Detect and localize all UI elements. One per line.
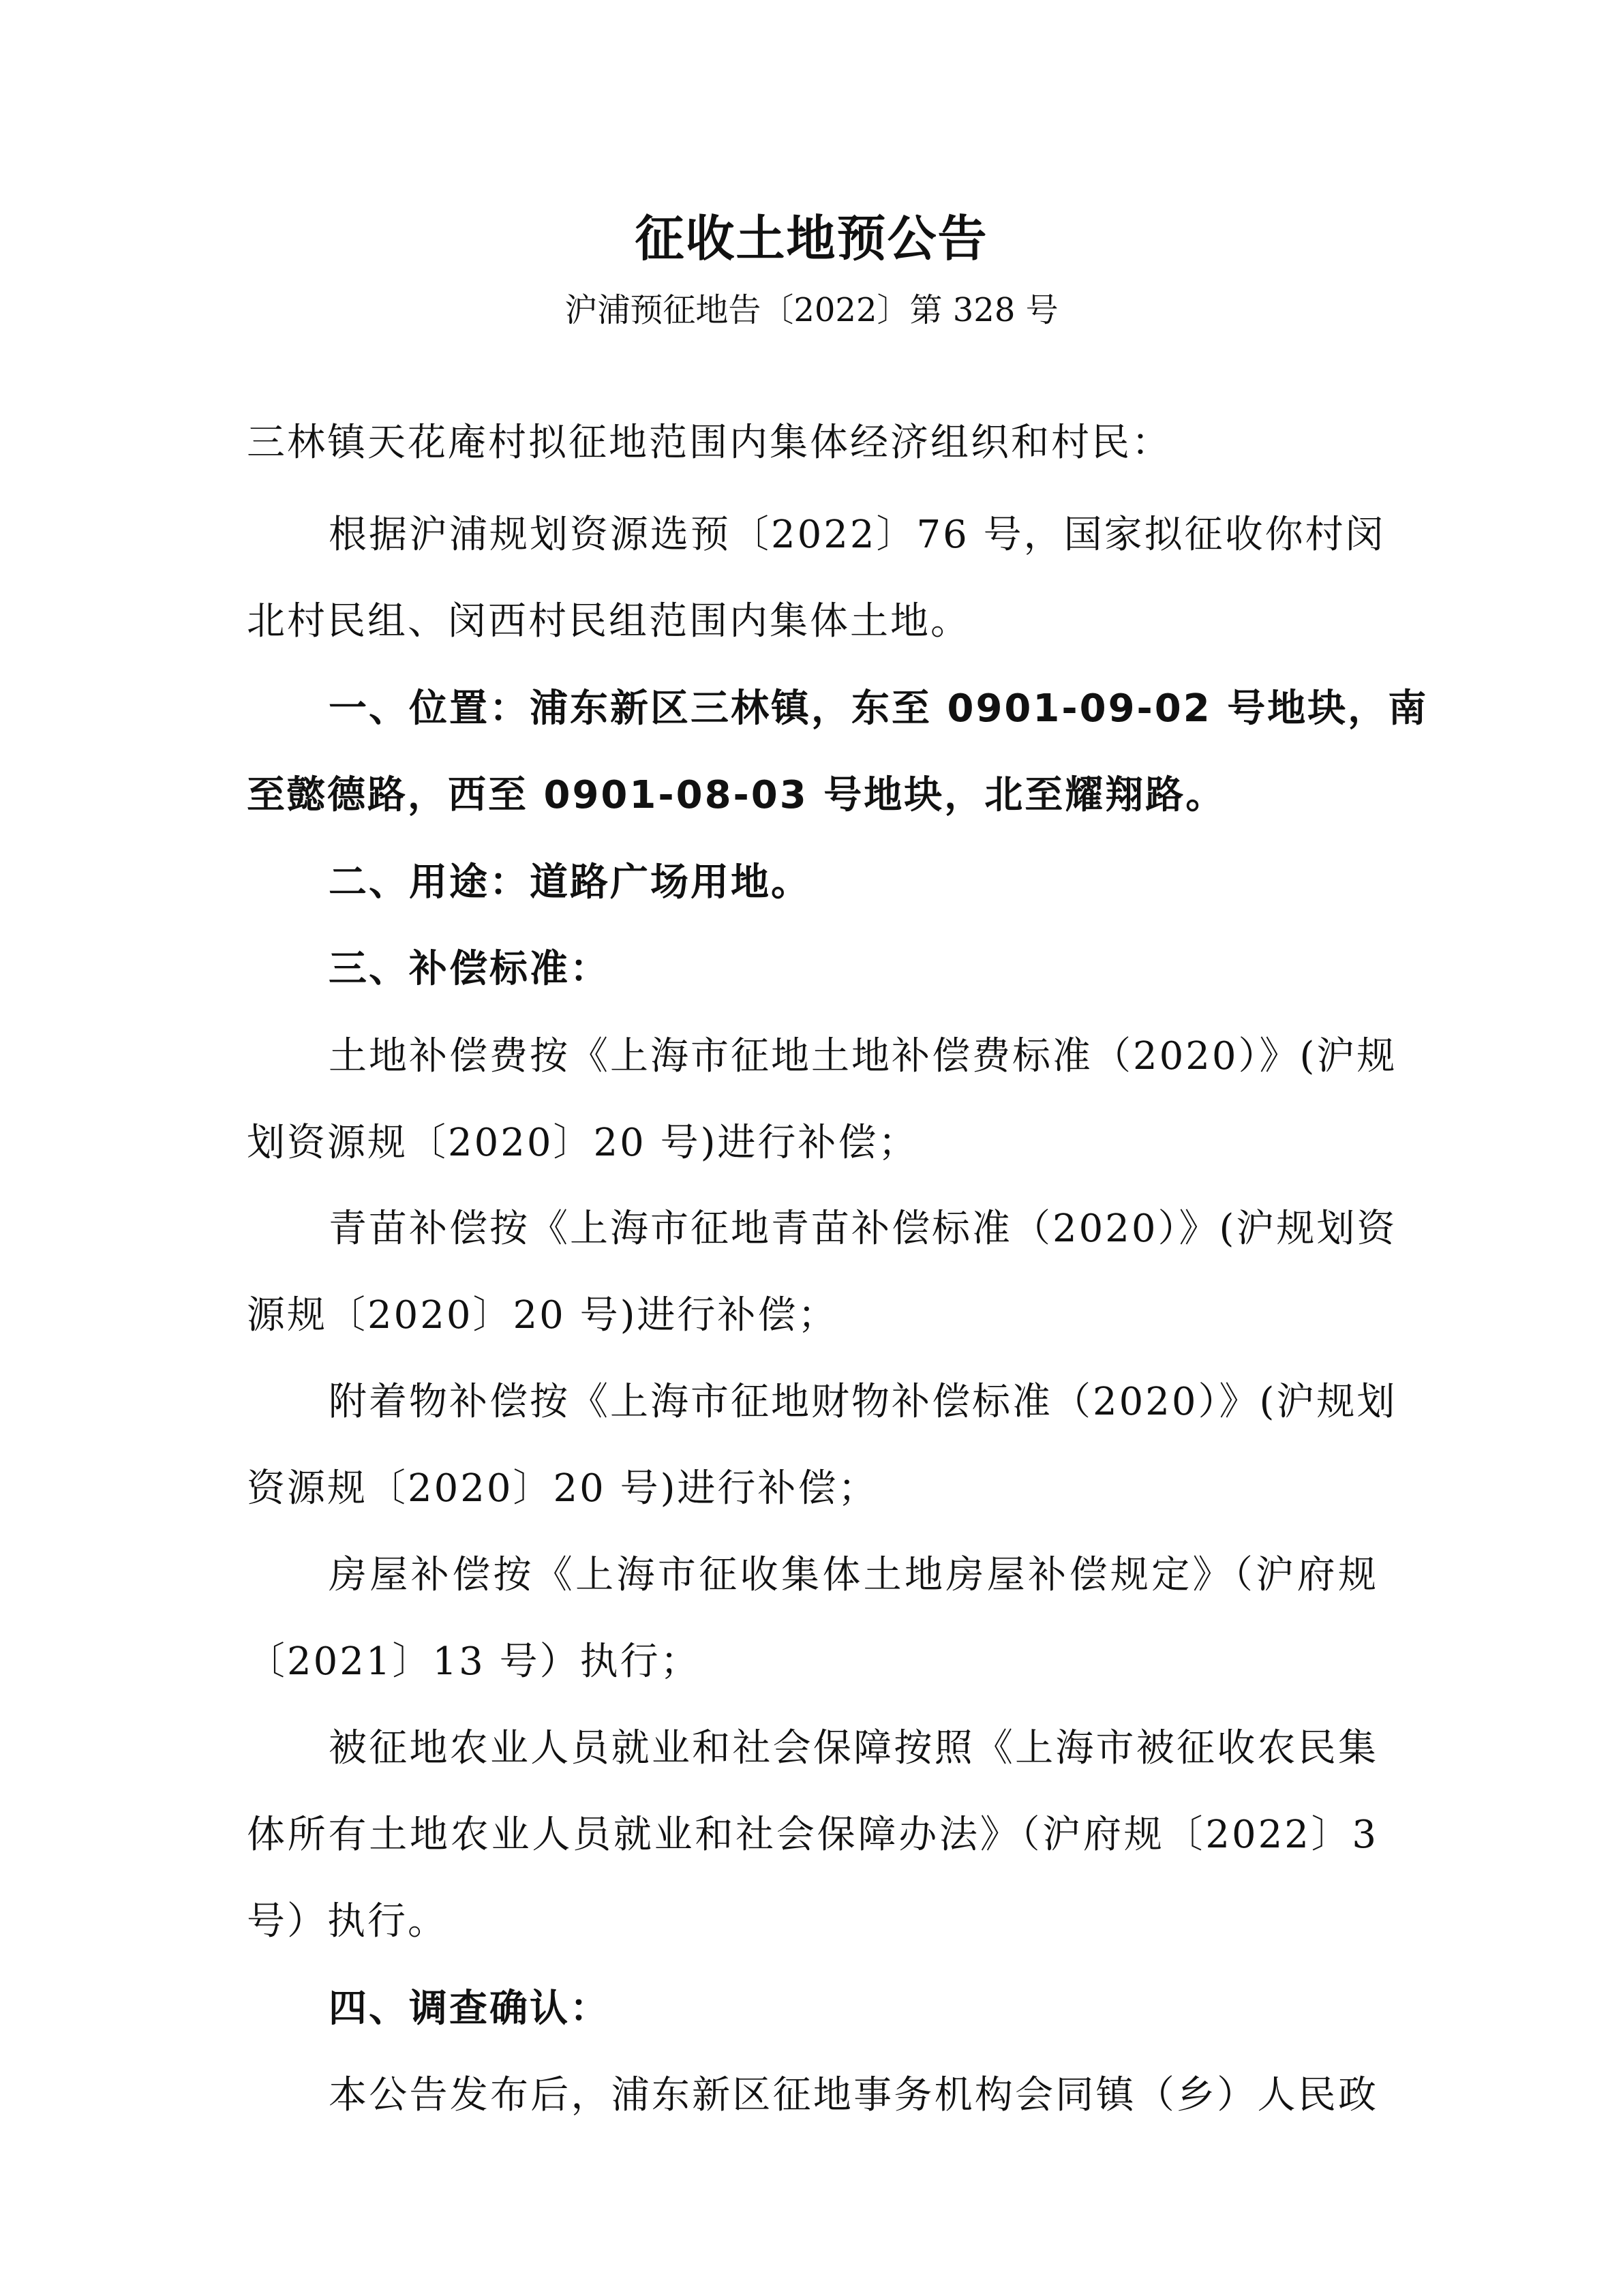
employment-line-2: 体所有土地农业人员就业和社会保障办法》（沪府规〔2022〕3 (247, 1813, 1378, 1857)
purpose-heading: 二、用途：道路广场用地。 (329, 860, 811, 905)
housing-compensation-line-1: 房屋补偿按《上海市征收集体土地房屋补偿规定》（沪府规 (329, 1553, 1378, 1597)
land-compensation-line-1: 土地补偿费按《上海市征地土地补偿费标准（2020）》(沪规 (329, 1034, 1397, 1078)
compensation-heading: 三、补偿标准： (329, 947, 610, 991)
employment-line-1: 被征地农业人员就业和社会保障按照《上海市被征收农民集 (329, 1726, 1378, 1770)
land-compensation-line-2: 划资源规〔2020〕20 号)进行补偿； (247, 1121, 919, 1165)
document-number: 沪浦预征地告〔2022〕第 328 号 (564, 291, 1059, 329)
housing-compensation-line-2: 〔2021〕13 号）执行； (247, 1640, 701, 1684)
survey-line-1: 本公告发布后，浦东新区征地事务机构会同镇（乡）人民政 (329, 2073, 1378, 2117)
location-line-2: 至懿德路，西至 0901-08-03 号地块，北至耀翔路。 (247, 773, 1226, 817)
employment-line-3: 号）执行。 (247, 1899, 448, 1944)
page-title: 征收土地预公告 (635, 210, 988, 267)
salutation: 三林镇天花庵村拟征地范围内集体经济组织和村民： (247, 421, 1172, 465)
basis-line-2: 北村民组、闵西村民组范围内集体土地。 (247, 599, 971, 644)
crop-compensation-line-2: 源规〔2020〕20 号)进行补偿； (247, 1293, 838, 1338)
survey-heading: 四、调查确认： (329, 1987, 610, 2031)
basis-line-1: 根据沪浦规划资源选预〔2022〕76 号，国家拟征收你村闵 (329, 513, 1386, 557)
attachment-compensation-line-2: 资源规〔2020〕20 号)进行补偿； (247, 1466, 879, 1511)
location-line-1: 一、位置：浦东新区三林镇，东至 0901-09-02 号地块，南 (329, 686, 1429, 731)
attachment-compensation-line-1: 附着物补偿按《上海市征地财物补偿标准（2020）》(沪规划 (329, 1380, 1397, 1424)
crop-compensation-line-1: 青苗补偿按《上海市征地青苗补偿标准（2020）》(沪规划资 (329, 1207, 1397, 1251)
